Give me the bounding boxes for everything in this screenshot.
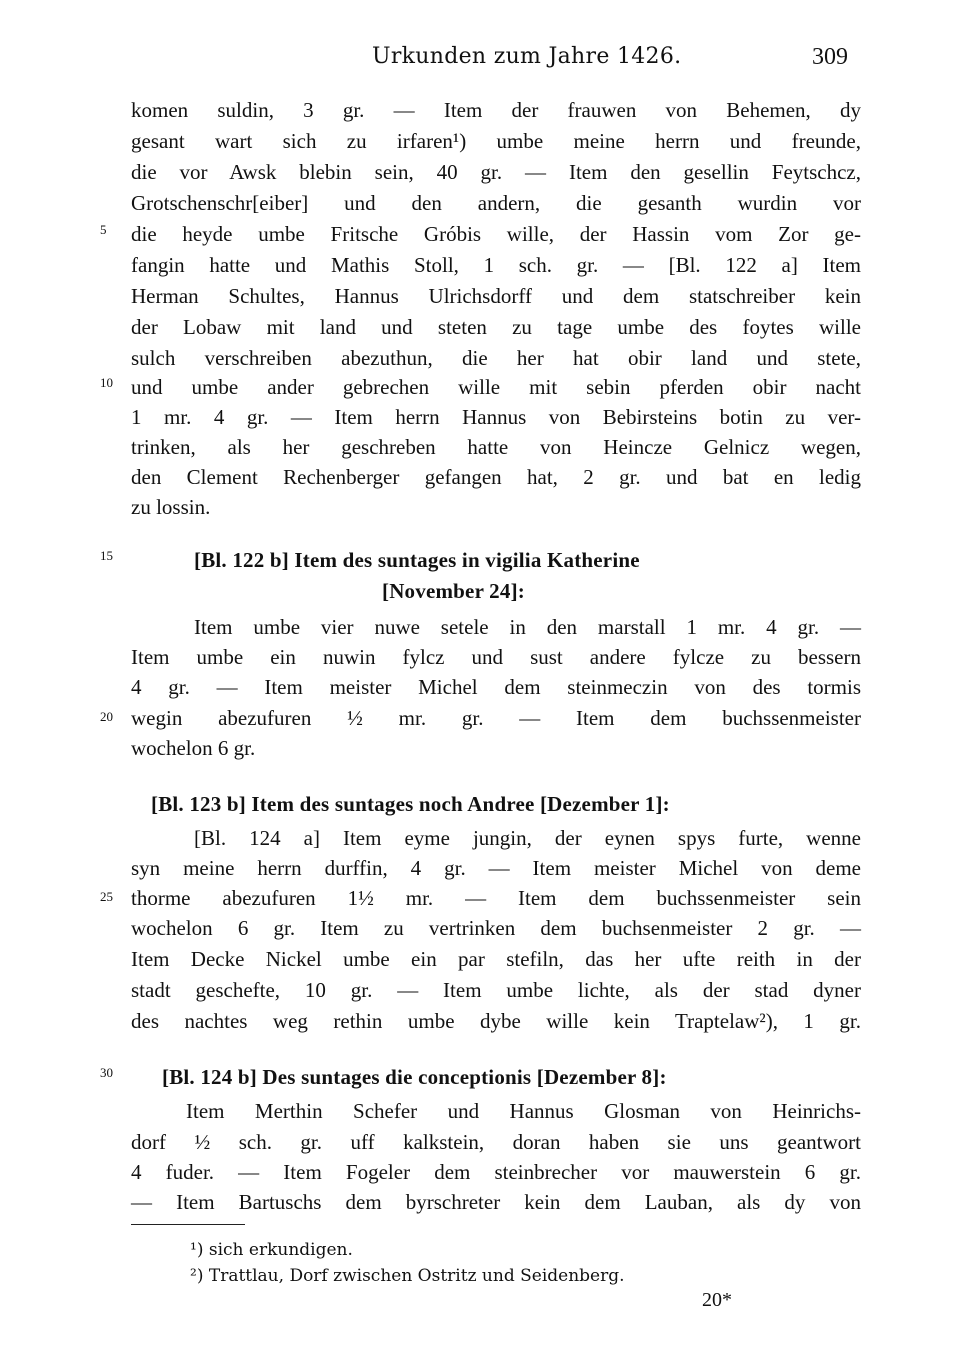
line-number-15: 15 <box>100 548 113 563</box>
page-header <box>0 40 960 76</box>
text-line: zu lossin. <box>131 495 211 519</box>
line-number-5: 5 <box>100 222 107 237</box>
signature-mark: 20* <box>702 1289 732 1311</box>
line-number-20: 20 <box>100 709 113 724</box>
text-line: wochelon 6 gr. <box>131 736 256 760</box>
text-line: gesant wart sich zu irfaren¹) umbe meine herrn und freunde, <box>131 129 861 153</box>
text-line: fangin hatte und Mathis Stoll, 1 sch. gr. — [Bl. 122 a] Item <box>131 253 861 277</box>
text-line: wochelon 6 gr. Item zu vertrinken dem buchsenmeister 2 gr. — <box>131 916 861 940</box>
text-line: der Lobaw mit land und steten zu tage umbe des foytes wille <box>131 315 861 339</box>
text-line: Herman Schultes, Hannus Ulrichsdorff und dem statschreiber kein <box>131 284 861 308</box>
footnote-2: ²) Trattlau, Dorf zwischen Ostritz und Seidenberg. <box>190 1266 625 1286</box>
text-line: trinken, als her geschreben hatte von Heincze Gelnicz wegen, <box>131 435 861 459</box>
text-line: [Bl. 124 a] Item eyme jungin, der eynen spys furte, wenne <box>194 826 861 850</box>
text-line: den Clement Rechenberger gefangen hat, 2 gr. und bat en ledig <box>131 465 861 489</box>
line-number-30: 30 <box>100 1065 113 1080</box>
text-line: die vor Awsk blebin sein, 40 gr. — Item den gesellin Feytschcz, <box>131 160 861 184</box>
text-line: 1 mr. 4 gr. — Item herrn Hannus von Bebirsteins botin zu ver- <box>131 405 861 429</box>
text-line: — Item Bartuschs dem byrschreter kein dem Lauban, als dy von <box>131 1190 861 1214</box>
text-line: wegin abezufuren ½ mr. gr. — Item dem buchssenmeister <box>131 706 861 730</box>
text-line: Item Decke Nickel umbe ein par stefiln, das her ufte reith in der <box>131 947 861 971</box>
page-number: 309 <box>812 44 848 70</box>
text-line: 4 gr. — Item meister Michel dem steinmeczin von des tormis <box>131 675 861 699</box>
running-title: Urkunden zum Jahre 1426. <box>372 44 682 69</box>
section-heading-line: [Bl. 123 b] Item des suntages noch Andree [Dezember 1]: <box>151 792 670 816</box>
text-line: komen suldin, 3 gr. — Item der frauwen von Behemen, dy <box>131 98 861 122</box>
text-line: sulch verschreiben abezuthun, die her hat obir land und stete, <box>131 346 861 370</box>
line-number-25: 25 <box>100 889 113 904</box>
section-heading-date: [November 24]: <box>382 579 525 603</box>
text-line: thorme abezufuren 1½ mr. — Item dem buchssenmeister sein <box>131 886 861 910</box>
footnote-divider <box>131 1224 245 1225</box>
text-line: des nachtes weg rethin umbe dybe wille kein Traptelaw²), 1 gr. <box>131 1009 861 1033</box>
text-line: und umbe ander gebrechen wille mit sebin pferden obir nacht <box>131 375 861 399</box>
footnote-1: ¹) sich erkundigen. <box>190 1240 353 1260</box>
text-line: Item umbe ein nuwin fylcz und sust andere fylcze zu bessern <box>131 645 861 669</box>
text-line: 4 fuder. — Item Fogeler dem steinbrecher vor mauwerstein 6 gr. <box>131 1160 861 1184</box>
line-number-10: 10 <box>100 375 113 390</box>
text-line: syn meine herrn durffin, 4 gr. — Item meister Michel von deme <box>131 856 861 880</box>
text-line: stadt geschefte, 10 gr. — Item umbe lichte, als der stad dyner <box>131 978 861 1002</box>
text-line: Item umbe vier nuwe setele in den marstall 1 mr. 4 gr. — <box>194 615 861 639</box>
text-line: dorf ½ sch. gr. uff kalkstein, doran haben sie uns geantwort <box>131 1130 861 1154</box>
text-line: Item Merthin Schefer und Hannus Glosman von Heinrichs- <box>186 1099 861 1123</box>
section-heading-line: [Bl. 124 b] Des suntages die conceptionis [Dezember 8]: <box>162 1065 667 1089</box>
text-line: die heyde umbe Fritsche Gróbis wille, der Hassin vom Zor ge- <box>131 222 861 246</box>
section-heading-line: [Bl. 122 b] Item des suntages in vigilia Katherine <box>194 548 640 572</box>
text-line: Grotschenschr[eiber] und den andern, die gesanth wurdin vor <box>131 191 861 215</box>
